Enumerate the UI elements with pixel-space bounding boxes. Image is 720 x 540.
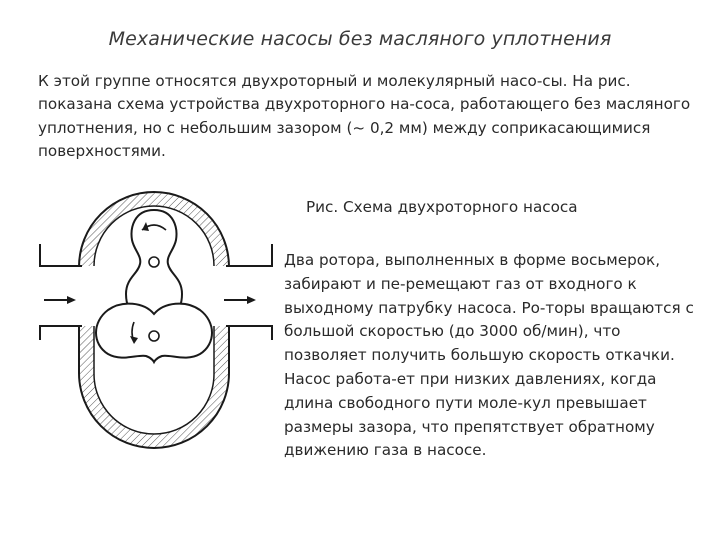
inlet-pipe bbox=[40, 244, 82, 340]
lower-rotor-shaft bbox=[149, 331, 159, 341]
outlet-port-opening bbox=[210, 266, 232, 326]
twin-rotor-pump-diagram bbox=[36, 184, 276, 464]
intro-paragraph: К этой группе относятся двухроторный и молекулярный насо-сы. На рис. показана схема устройства двухроторного на-соса, работающего без масляного уплотнения, но с небольшим зазором (~ 0,2 мм) между соприкасающимися поверхностями. bbox=[38, 72, 691, 160]
inlet-port-opening bbox=[76, 266, 98, 326]
upper-rotor-shaft bbox=[149, 257, 159, 267]
figure-caption: Рис. Схема двухроторного насоса bbox=[306, 198, 578, 216]
description-paragraph: Два ротора, выполненных в форме восьмерок, забирают и пе-ремещают газ от входного к выходному патрубку насоса. Ро-торы вращаются с большой скоростью (до 3000 об/мин), что позволяет получить большую скорость откачки. Насос работа-ет при низких давлениях, когда длина свободного пути моле-кул превышает размеры зазора, что препятствует обратному движению газа в насосе. bbox=[284, 251, 694, 460]
slide-title: Механические насосы без масляного уплотнения bbox=[108, 28, 612, 50]
inlet-flow-arrow bbox=[44, 296, 76, 304]
outlet-pipe bbox=[226, 244, 272, 340]
